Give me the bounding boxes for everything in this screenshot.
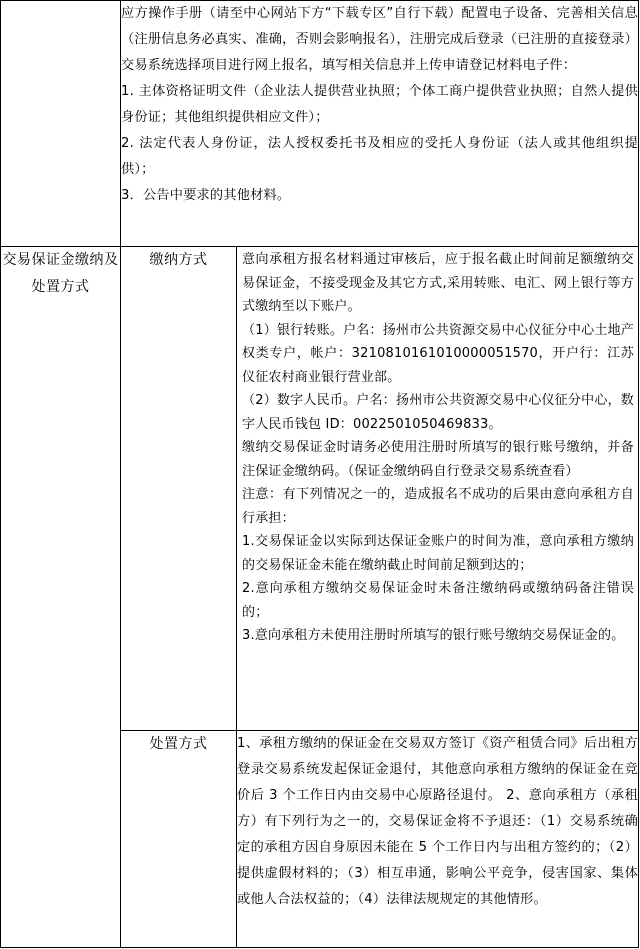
registration-label-cell	[1, 1, 121, 247]
registration-item-1: 1. 主体资格证明文件（企业法人提供营业执照；个体工商户提供营业执照；自然人提供身份证；其他组织提供相应文件）；	[121, 84, 638, 125]
payment-warning-2: 2.意向承租方缴纳交易保证金时未备注缴纳码或缴纳码备注错误的；	[242, 581, 634, 620]
payment-warning-1: 1.交易保证金以实际到达保证金账户的时间为准，意向承租方缴纳的交易保证金未能在缴纳截止时间前足额到达的；	[242, 534, 634, 573]
registration-content-cell	[121, 1, 639, 247]
payment-method-content	[237, 247, 639, 731]
payment-intro: 意向承租方报名材料通过审核后，应于报名截止时间前足额缴纳交易保证金，不接受现金及其它方式,采用转账、电汇、网上银行等方式缴纳至以下账户。	[242, 252, 634, 314]
deposit-label-line-1: 交易保证金缴纳及	[2, 252, 119, 268]
deposit-label-line-2: 处置方式	[31, 279, 90, 295]
payment-remark-note: 缴纳交易保证金时请务必使用注册时所填写的银行账号缴纳，并备注保证金缴纳码。（保证金缴纳码自行登录交易系统查看）	[242, 440, 634, 479]
deposit-section-label	[1, 247, 121, 948]
registration-paragraph: 应方操作手册（请至中心网站下方“下载专区”自行下载）配置电子设备、完善相关信息（注册信息务必真实、准确，否则会影响报名），注册完成后登录（已注册的直接登录）交易系统选择项目进行网上报名，填写相关信息并上传申请登记材料电子件：	[121, 6, 638, 73]
deposit-payment-row	[1, 247, 639, 731]
payment-bank-transfer: （1）银行转账。户名：扬州市公共资源交易中心仪征分中心土地产权类专户，帐户：3210810161010000051570，开户行：江苏仪征农村商业银行营业部。	[242, 322, 634, 385]
payment-method-label: 缴纳方式	[121, 247, 237, 731]
registration-item-3: 3．公告中要求的其他材料。	[121, 188, 291, 203]
payment-warning: 注意：有下列情况之一的，造成报名不成功的后果由意向承租方自行承担：	[242, 487, 634, 526]
disposal-method-content	[237, 731, 639, 948]
disposal-paragraph: 1、承租方缴纳的保证金在交易双方签订《资产租赁合同》后出租方登录交易系统发起保证金退付，其他意向承租方缴纳的保证金在竞价后 3 个工作日内由交易中心原路径退付。 2、意向承租方（承租方）有下列行为之一的，交易保证金将不予退还：（1）交易系统确定的承租方因自身原因未能在 5 个工作日内与出租方签约的；（2）提供虚假材料的；（3）相互串通，影响公平竞争，侵害国家、集体或他人合法权益的；（4）法律法规规定的其他情形。	[237, 736, 638, 907]
disposal-method-label: 处置方式	[121, 731, 237, 948]
registration-row	[1, 1, 639, 247]
payment-digital-rmb: （2）数字人民币。户名：扬州市公共资源交易中心仪征分中心，数字人民币钱包 ID：0022501050469833。	[242, 393, 634, 432]
payment-warning-3: 3.意向承租方未使用注册时所填写的银行账号缴纳交易保证金的。	[242, 628, 625, 643]
registration-item-2: 2. 法定代表人身份证，法人授权委托书及相应的受托人身份证（法人或其他组织提供）；	[121, 136, 638, 177]
